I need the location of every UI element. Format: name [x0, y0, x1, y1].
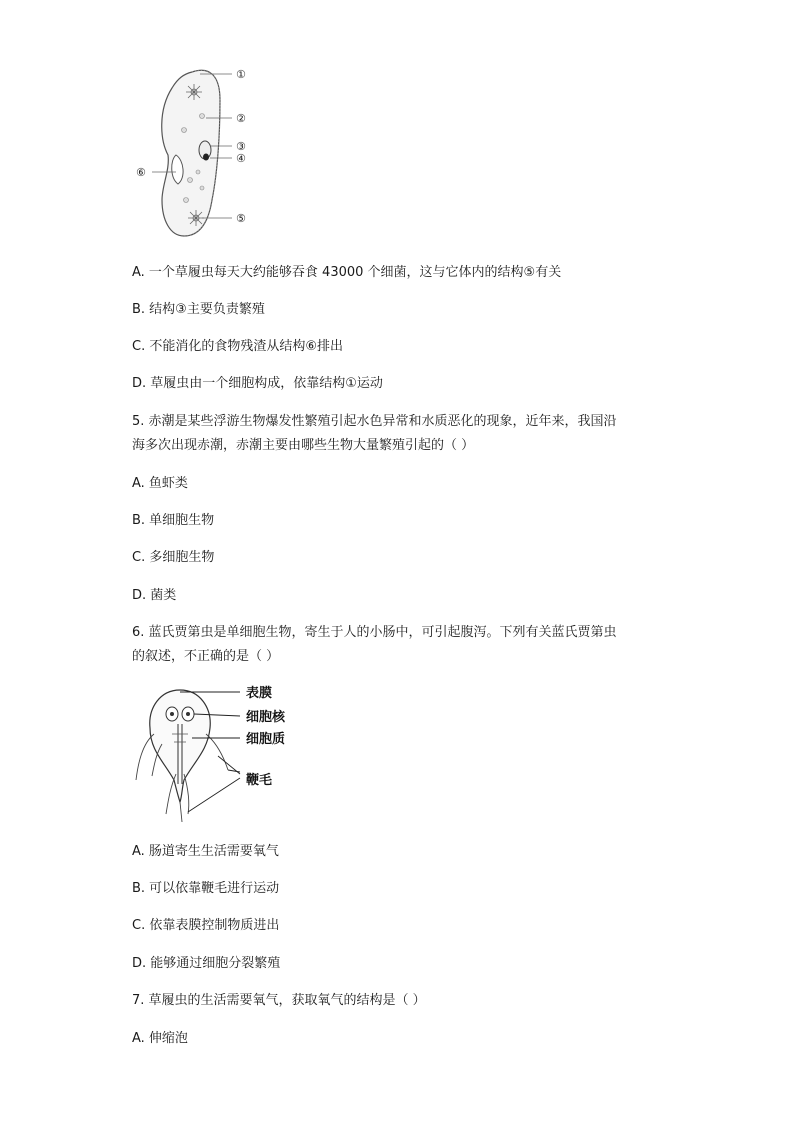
label-nucleus: 细胞核: [246, 710, 286, 725]
q6-stem-line2: 的叙述，不正确的是（ ）: [132, 649, 280, 664]
giardia-diagram: [132, 684, 312, 824]
label-4: ④: [236, 152, 246, 165]
label-6: ⑥: [136, 166, 146, 179]
label-2: ②: [236, 112, 246, 125]
q4-option-d: D. 草履虫由一个细胞构成，依靠结构①运动: [132, 376, 383, 391]
label-5: ⑤: [236, 212, 246, 225]
paramecium-figure: [132, 60, 272, 240]
label-cytoplasm: 细胞质: [246, 732, 286, 747]
q5-stem-line2: 海多次出现赤潮，赤潮主要由哪些生物大量繁殖引起的（ ）: [132, 438, 475, 453]
q5-option-b: B. 单细胞生物: [132, 513, 215, 528]
q4-option-a: A. 一个草履虫每天大约能够吞食 43000 个细菌，这与它体内的结构⑤有关: [132, 265, 562, 280]
q5-option-d: D. 菌类: [132, 588, 177, 603]
q7-stem: 7. 草履虫的生活需要氧气，获取氧气的结构是（ ）: [132, 993, 426, 1008]
label-membrane: 表膜: [246, 686, 273, 701]
q7-option-a: A. 伸缩泡: [132, 1031, 188, 1046]
q4-option-c: C. 不能消化的食物残渣从结构⑥排出: [132, 339, 343, 354]
label-1: ①: [236, 68, 246, 81]
q6-option-b: B. 可以依靠鞭毛进行运动: [132, 881, 280, 896]
q6-option-a: A. 肠道寄生生活需要氧气: [132, 844, 279, 859]
q5-stem-line1: 5. 赤潮是某些浮游生物爆发性繁殖引起水色异常和水质恶化的现象，近年来，我国沿: [132, 414, 617, 429]
q6-stem-line1: 6. 蓝氏贾第虫是单细胞生物，寄生于人的小肠中，可引起腹泻。下列有关蓝氏贾第虫: [132, 625, 617, 640]
label-flagella: 鞭毛: [246, 773, 273, 788]
q4-option-b: B. 结构③主要负责繁殖: [132, 302, 265, 317]
label-3: ③: [236, 140, 246, 153]
q6-option-c: C. 依靠表膜控制物质进出: [132, 918, 280, 933]
q5-option-c: C. 多细胞生物: [132, 550, 215, 565]
paramecium-diagram: [132, 60, 272, 240]
q6-option-d: D. 能够通过细胞分裂繁殖: [132, 956, 281, 971]
giardia-figure: [132, 684, 312, 824]
q5-option-a: A. 鱼虾类: [132, 476, 188, 491]
